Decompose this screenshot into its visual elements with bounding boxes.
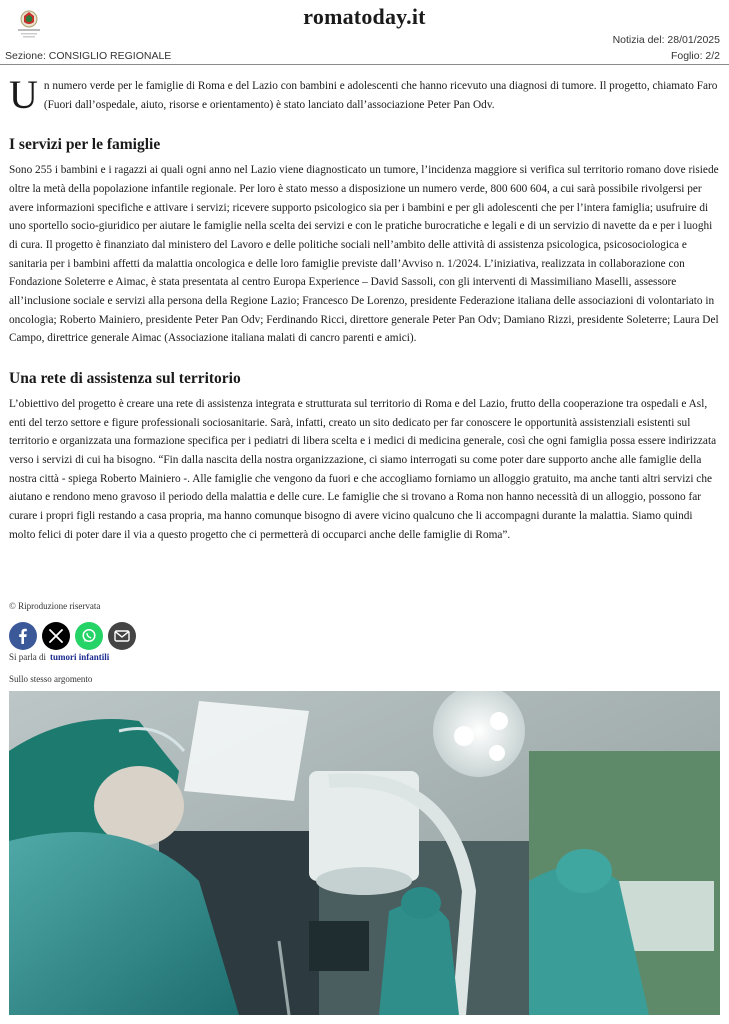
x-share-button[interactable] [42, 622, 70, 650]
section-heading-rete: Una rete di assistenza sul territorio [9, 370, 241, 388]
section-text-rete: L’obiettivo del progetto è creare una rete di assistenza integrata e strutturata sul territorio di Roma e del Lazio, frutto della cooperazione tra ospedali e Asl, enti del terzo settore e figure professionali sociosanitarie. Sarà, infatti, creato un sito dedicato per far conoscere le opportunità assistenziali esistenti sul territorio e organizzata una formazione specifica per i pediatri di libera scelta e i medici di medicina generale, così che ogni famiglia possa essere indirizzata verso i servizi di cui ha bisogno. “Fin dalla nascita della nostra organizzazione, ci siamo interrogati su come poter dare supporto anche alle famiglie della nostra città - spiega Roberto Mainiero -. Alle famiglie che vengono da fuori e che accogliamo forniamo un alloggio gratuito, ma anche tanti altri servizi che aiutano e rendono meno gravoso il periodo della malattia e delle cure. Le famiglie che si trovano a Roma non hanno necessità di un alloggio, possono far curare i propri figli restando a casa propria, ma hanno comunque bisogno di avere vicino qualcuno che li accompagni durante la malattia. Siamo quindi molto felici di poter dare il via a questo progetto che ci permetterà di occuparci anche delle famiglie di Roma”. [9, 397, 717, 541]
article-body [9, 72, 721, 544]
page-header [0, 0, 729, 65]
drop-cap: U [9, 72, 38, 117]
tags-prefix: Si parla di [9, 652, 46, 662]
copyright-notice: © Riproduzione riservata [9, 601, 101, 611]
section-label: Sezione: CONSIGLIO REGIONALE [5, 50, 172, 62]
article-photo [9, 691, 720, 1015]
x-icon [49, 629, 63, 643]
news-date: Notizia del: 28/01/2025 [612, 34, 720, 46]
intro-text: n numero verde per le famiglie di Roma e del Lazio con bambini e adolescenti che hanno ricevuto una diagnosi di tumore. Il progetto, chiamato Faro (Fuori dall’ospedale, aiuto, risorse e orientamento) è stato lanciato dall’associazione Peter Pan Odv. [43, 80, 718, 111]
section-text-servizi: Sono 255 i bambini e i ragazzi ai quali ogni anno nel Lazio viene diagnosticato un tumore, l’incidenza maggiore si verifica sul territorio romano dove risiede oltre la metà della popolazione infantile regionale. Per loro è stato messo a disposizione un numero verde, 800 600 604, a cui sarà possibile rivolgersi per avere informazioni specifiche e attivare i servizi; ricevere supporto psicologico sia per i bambini e per gli adolescenti che per l’intera famiglia; usufruire di uno sportello socio-giuridico per aiutare le famiglie nella scelta dei servizi e con le pratiche burocratiche e legali e di un servizio di navette da e per i luoghi di cura. Il progetto è finanziato dal ministero del Lavoro e delle politiche sociali nell’ambito delle attività di assistenza psicologica, psicosociologica e sanitaria per i bambini affetti da malattia oncologica e delle loro famiglie previste dall’Avviso n. 1/2024. L’iniziativa, realizzata in collaborazione con Fondazione Soleterre e Aimac, è stata presentata al centro Europa Experience – David Sassoli, con gli interventi di Massimiliano Maselli, assessore all’inclusione sociale e servizi alla persona della Regione Lazio; Francesco De Lorenzo, presidente Federazione italiana delle associazioni di volontariato in oncologia; Roberto Mainiero, presidente Peter Pan Odv; Ferdinando Ricci, direttore generale Peter Pan Odv; Damiano Rizzi, presidente Soleterre; Laura Del Campo, direttrice generale Aimac (Associazione italiana malati di cancro parenti e amici). [9, 164, 719, 345]
site-title: romatoday.it [303, 4, 426, 29]
share-buttons [9, 622, 136, 650]
operating-room-photo [9, 691, 720, 1015]
email-icon [114, 630, 130, 642]
related-heading: Sullo stesso argomento [9, 674, 93, 684]
article-intro [9, 72, 721, 117]
facebook-share-button[interactable] [9, 622, 37, 650]
whatsapp-share-button[interactable] [75, 622, 103, 650]
email-share-button[interactable] [108, 622, 136, 650]
page-number: Foglio: 2/2 [670, 50, 720, 62]
section-heading-servizi: I servizi per le famiglie [9, 136, 161, 154]
whatsapp-icon [81, 628, 97, 644]
topic-tags [9, 652, 109, 662]
facebook-icon [15, 628, 31, 644]
tag-link-tumori-infantili[interactable]: tumori infantili [50, 652, 110, 662]
